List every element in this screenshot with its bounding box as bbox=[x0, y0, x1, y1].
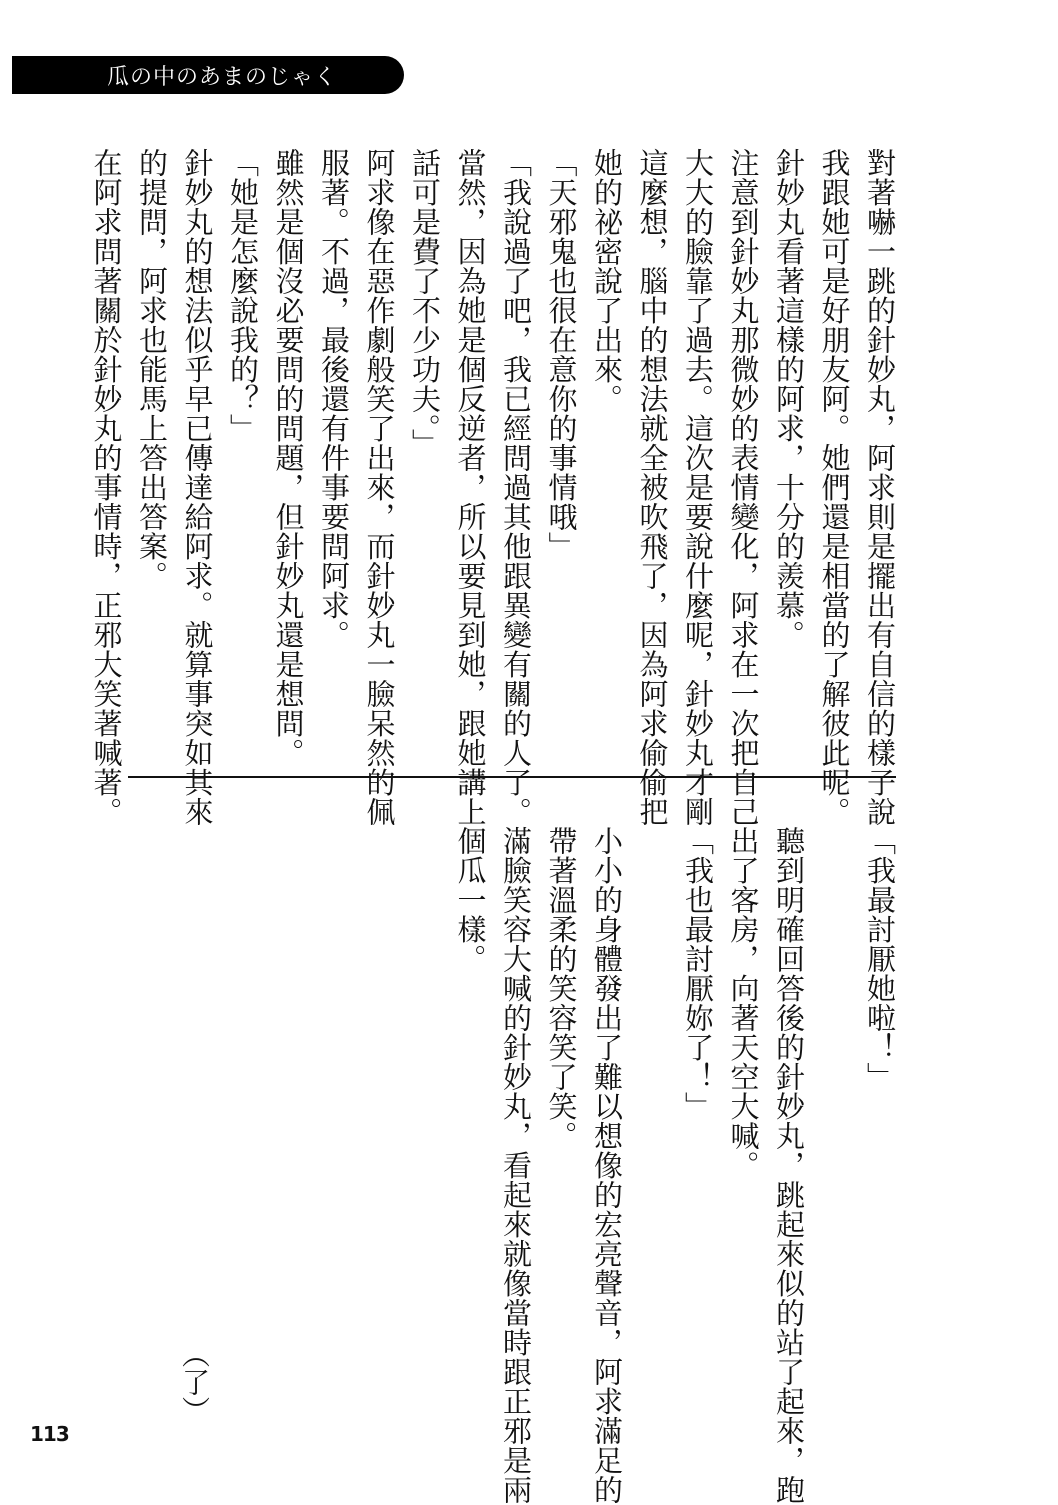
body-text-upper: 對著嚇一跳的針妙丸，阿求則是擺出有自信的樣子說 我跟她可是好朋友阿。她們還是相當的了解彼此呢。 針妙丸看著這樣的阿求，十分的羨慕。 注意到針妙丸那微妙的表情變化，阿求在一次把自己 大大的臉靠了過去。這次是要說什麼呢，針妙丸才剛 這麼想，腦中的想法就全被吹飛了，因為阿求偷偷把 她的祕密說了出來。 「天邪鬼也很在意你的事情哦」 「我說過了吧，我已經問過其他跟異變有關的人了。 當然，因為她是個反逆者，所以要見到她，跟她講上 話可是費了不少功夫。」 阿求像在惡作劇般笑了出來，而針妙丸一臉呆然的佩 服著。不過，最後還有件事要問阿求。 雖然是個沒必要問的問題，但針妙丸還是想問。 「她是怎麼說我的？」 針妙丸的想法似乎早已傳達給阿求。就算事突如其來 的提問，阿求也能馬上答出答案。 在阿求問著關於針妙丸的事情時，正邪大笑著喊著。 bbox=[89, 148, 897, 827]
body-text-lower: 「我最討厭她啦！」 聽到明確回答後的針妙丸，跳起來似的站了起來，跑 出了客房，向著天空大喊。 「我也最討厭妳了！」 小小的身體發出了難以想像的宏亮聲音，阿求滿足的 帶著溫柔的笑容笑了笑。 滿臉笑容大喊的針妙丸，看起來就像當時跟正邪是兩 個瓜一樣。 bbox=[453, 826, 897, 1505]
page-number: 113 bbox=[30, 1422, 69, 1446]
section-divider bbox=[128, 776, 896, 778]
chapter-title-bar bbox=[12, 56, 404, 94]
chapter-title: 瓜の中のあまのじゃく bbox=[107, 64, 338, 90]
end-mark: （了） bbox=[178, 1340, 211, 1424]
